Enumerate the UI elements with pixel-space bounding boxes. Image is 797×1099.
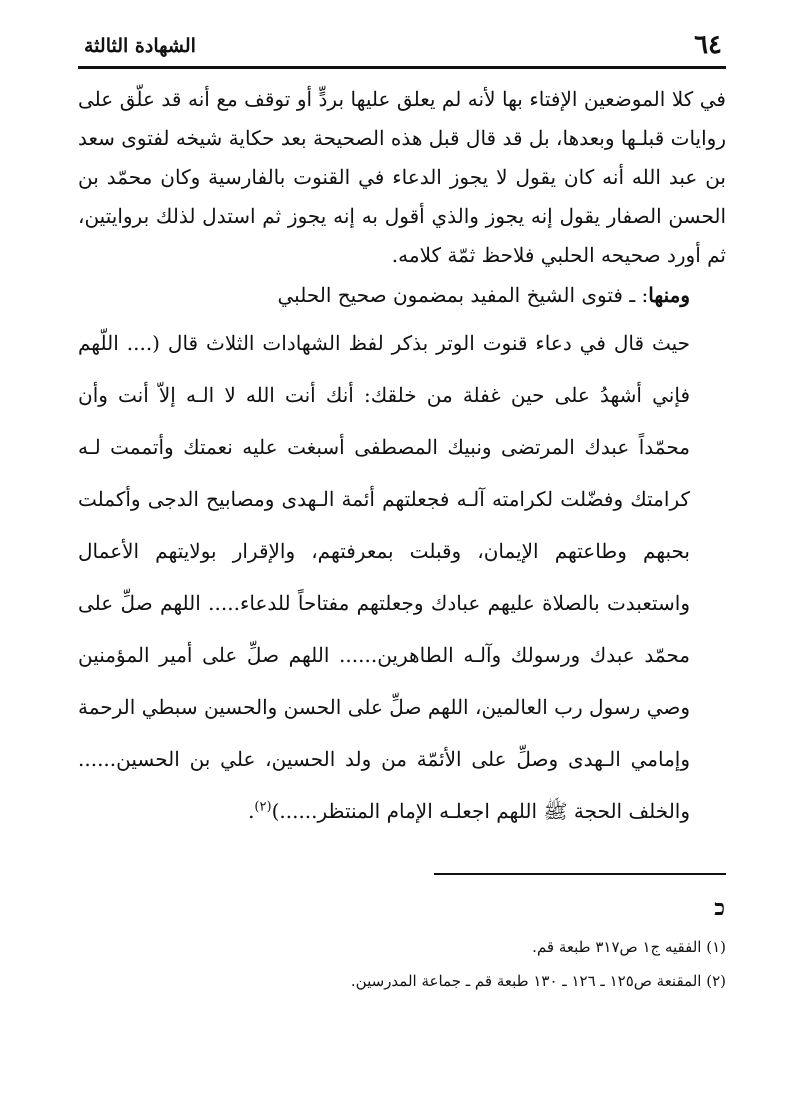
header-rule: [78, 66, 726, 69]
footnote-1: (١) الفقيه ج١ ص٣١٧ طبعة قم.: [532, 938, 726, 956]
running-title: الشهادة الثالثة: [84, 35, 196, 57]
footnote-continuation-icon: ﬤ: [714, 895, 725, 921]
paragraph-2-text: : ـ فتوى الشيخ المفيد بمضمون صحيح الحلبي: [277, 283, 649, 307]
paragraph-1: في كلا الموضعين الإفتاء بها لأنه لم يعلق عليها بردٍّ أو توقف مع أنه قد علّق على روايات قبلـها وبعدها، بل قد قال قبل هذه الصحيحة بعد حكاية شيخه لفتوى سعد بن عبد الله أنه كان يقول لا يجوز الدعاء في القنوت بالفارسية وكان محمّد بن الحسن الصفار يقول إنه يجوز والذي أقول به إنه يجوز ثم استدل لذلك بروايتين، ثم أورد صحيحه الحلبي فلاحظ ثمّة كلامه.: [78, 87, 727, 267]
paragraph-3: [78, 317, 726, 837]
paragraph-3-text: حيث قال في دعاء قنوت الوتر بذكر لفظ الشهادات الثلاث قال (.... اللّهم فإني أشهدُ على حين غفلة من خلقك: أنك أنت الله لا الـه إلاّ أنت وأن محمّداً عبدك المرتضى ونبيك المصطفى أسبغت عليه نعمتك وأتممت لـه كرامتك وفضّلت لكرامته آلـه فجعلتهم أئمة الـهدى ومصابيح الدجى وأكملت بحبهم وطاعتهم الإيمان، وقبلت بمعرفتهم، والإقرار بولايتهم الأعمال واستعبدت بالصلاة عليهم عبادك وجعلتهم مفتاحاً للدعاء..... اللهم صلِّ على محمّد عبدك ورسولك وآلـه الطاهرين...... اللهم صلِّ على أمير المؤمنين وصي رسول رب العالمين، اللهم صلِّ على الحسن والحسين سبطي الرحمة وإمامي الـهدى وصلِّ على الأئمّة من ولد الحسين، علي بن الحسين...... والخلف الحجة ﷺ اللهم اجعلـه الإمام المنتظر......): [78, 331, 691, 823]
paragraph-2-lead: ومنها: [648, 283, 690, 307]
page-header: [78, 30, 726, 64]
footnote-2: (٢) المقنعة ص١٢٥ ـ ١٢٦ ـ ١٣٠ طبعة قم ـ جماعة المدرسين.: [350, 972, 726, 990]
footnote-ref-2[interactable]: (٢): [254, 799, 272, 815]
page-number: ٦٤: [694, 30, 722, 60]
footnote-separator: [434, 873, 726, 875]
paragraph-2: [78, 275, 726, 315]
paragraph-3-end: .: [248, 799, 255, 823]
main-text: [78, 80, 726, 837]
footnotes: [300, 930, 726, 998]
